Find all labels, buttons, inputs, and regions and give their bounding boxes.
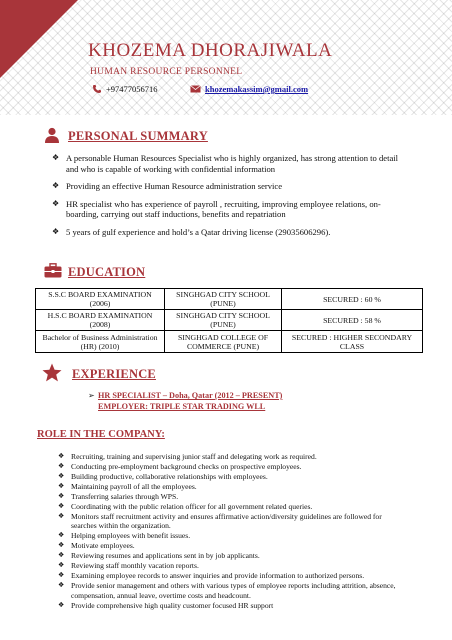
star-icon (42, 363, 62, 387)
experience-title: EXPERIENCE (72, 367, 156, 381)
education-title: EDUCATION (68, 265, 146, 279)
table-cell: SECURED : HIGHER SECONDARY CLASS (282, 331, 423, 353)
table-row (36, 331, 423, 353)
corner-accent (0, 0, 78, 78)
list-item: ❖ Provide comprehensive high quality customer focused HR support (58, 601, 408, 610)
list-item: ❖ Conducting pre-employment background checks on prospective employees. (58, 462, 408, 471)
table-cell: S.S.C BOARD EXAMINATION (2006) (36, 289, 165, 310)
list-item: ❖ Motivate employees. (58, 541, 408, 550)
list-item: ❖ 5 years of gulf experience and hold’s a Qatar driving license (29035606296). (52, 227, 412, 238)
list-item: ❖ Monitors staff recruitment activity and ensures affirmative action/diversity guidelines are followed for searches within the organization. (58, 512, 408, 531)
email-link[interactable]: khozemakassim@gmail.com (205, 84, 309, 94)
list-item: ❖ Examining employee records to answer inquiries and provide information to authorized persons. (58, 571, 408, 580)
person-icon (44, 127, 60, 148)
arrow-bullet-icon: ➢ (88, 391, 95, 400)
table-cell: SECURED : 58 % (282, 310, 423, 331)
table-cell: Bachelor of Business Administration (HR) (2010) (36, 331, 165, 353)
list-item: ❖ Building productive, collaborative relationships with employees. (58, 472, 408, 481)
table-cell: SINGHGAD COLLEGE OF COMMERCE (PUNE) (165, 331, 282, 353)
list-item: ❖ Transferring salaries through WPS. (58, 492, 408, 501)
table-cell: SECURED : 60 % (282, 289, 423, 310)
table-row (36, 289, 423, 310)
role-title: ROLE IN THE COMPANY: (37, 429, 165, 440)
list-item: ❖ Maintaining payroll of all the employees. (58, 482, 408, 491)
experience-employer: EMPLOYER: TRIPLE STAR TRADING WLL (98, 402, 266, 411)
personal-summary-list (52, 153, 412, 237)
list-item: ❖ HR specialist who has experience of payroll , recruiting, improving employee relations, on-boarding, carrying out staff inductions, benefits and repatriation (52, 199, 412, 220)
email-contact (190, 84, 308, 95)
phone-number: +97477056716 (106, 84, 158, 94)
mail-icon (190, 85, 201, 95)
list-item: ❖ Helping employees with benefit issues. (58, 531, 408, 540)
phone-contact (92, 84, 158, 96)
list-item: ❖ Providing an effective Human Resource administration service (52, 181, 412, 192)
list-item: ❖ Reviewing staff monthly vacation reports. (58, 561, 408, 570)
experience-position: HR SPECIALIST – Doha, Qatar (2012 – PRESENT) (98, 391, 283, 400)
phone-icon (92, 84, 102, 96)
list-item: ❖ Provide senior management and others with various types of employee reports including attrition, absence, compensation, annual leave, overtime costs and headcount. (58, 581, 408, 600)
table-cell: SINGHGAD CITY SCHOOL (PUNE) (165, 289, 282, 310)
table-cell: H.S.C BOARD EXAMINATION (2008) (36, 310, 165, 331)
table-row (36, 310, 423, 331)
list-item: ❖ Coordinating with the public relation officer for all government related queries. (58, 502, 408, 511)
candidate-role: HUMAN RESOURCE PERSONNEL (90, 67, 243, 77)
list-item: ❖ A personable Human Resources Specialist who is highly organized, has strong attention to detail and who is capable of working with confidential information (52, 153, 412, 174)
education-table (35, 288, 423, 353)
list-item: ❖ Reviewing resumes and applications sent in by job applicants. (58, 551, 408, 560)
personal-summary-title: PERSONAL SUMMARY (68, 129, 208, 143)
table-cell: SINGHGAD CITY SCHOOL (PUNE) (165, 310, 282, 331)
role-duties-list (58, 452, 408, 611)
candidate-name: KHOZEMA DHORAJIWALA (88, 40, 333, 61)
list-item: ❖ Recruiting, training and supervising junior staff and delegating work as required. (58, 452, 408, 461)
briefcase-icon (44, 263, 62, 283)
header-banner (0, 0, 452, 115)
